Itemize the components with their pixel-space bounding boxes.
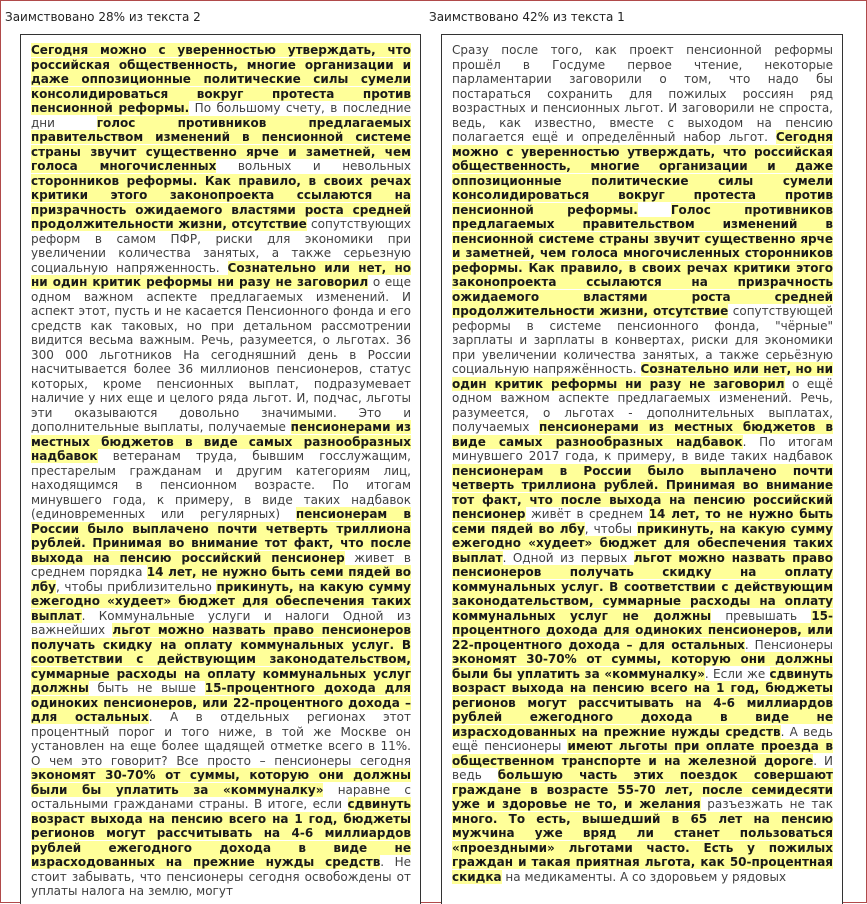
plain-fragment bbox=[638, 203, 671, 217]
highlighted-fragment: много. То есть, вышедший в 65 лет на пенсию мужчина уже вряд ли станет пользоваться «проездными» льготами часто. Есть у пожилых граждан и такая приятная льгота, как 50-процентная скидка bbox=[452, 811, 833, 884]
highlighted-fragment: пенсионерам в России было выплачено почти четверть триллиона рублей. Принимая во внимание тот факт, что после выхода на пенсию российский пенсионер bbox=[31, 507, 411, 565]
highlighted-fragment: большую часть этих поездок совершают граждане в возрасте 55-70 лет, после семидесяти уже и здоровье не то, и желания bbox=[452, 768, 834, 811]
plain-fragment: на медикаменты. А со здоровьем у рядовых bbox=[501, 869, 787, 884]
highlighted-fragment: экономят 30-70% от суммы, которую они должны были бы уплатить за «коммуналку» bbox=[31, 768, 411, 797]
highlighted-fragment: 14 лет, не нужно быть семи пядей во лбу bbox=[31, 565, 412, 594]
highlighted-fragment: прикинуть, на какую сумму ежегодно «худеет» бюджет для обеспечения таких выплат bbox=[31, 579, 411, 623]
left-column-header: Заимствовано 28% из текста 2 bbox=[5, 10, 201, 24]
plain-fragment: наравне с остальными гражданами страны. В итоге, если bbox=[31, 782, 411, 811]
plain-fragment: . Пенсионеры bbox=[744, 637, 833, 652]
highlighted-fragment: прикинуть, на какую сумму ежегодно «худеет» бюджет для обеспечения таких выплат bbox=[452, 521, 833, 565]
right-text-panel[interactable] bbox=[441, 34, 843, 904]
plain-fragment: Сразу после того, как проект пенсионной реформы прошёл в Госдуме первое чтение, некоторые парламентарии заговорили о том, что надо бы постараться сохранить для пожилых россиян ряд возрастных и пенсионных льгот. И заговорили не спроста, ведь, как известно, вместе с выходом на пенсию полагается ещё и определённый набор льгот. bbox=[452, 43, 833, 144]
highlighted-fragment: Сознательно или нет, но ни один критик реформы ни разу не заговорил bbox=[452, 362, 834, 391]
highlighted-fragment: сдвинуть возраст выхода на пенсию всего на 1 год, бюджеты регионов могут рассчитывать на 4-6 миллиардов рублей ежегодного дохода в виде не израсходованных на прежние нужды средств bbox=[452, 666, 833, 739]
plain-fragment: . А в отдельных регионах этот процентный порог и того ниже, в той же Москве он установлен на еще более щадящей отметке всего в 11%. О чем это говорит? Все просто – пенсионеры сегодня bbox=[31, 710, 411, 768]
plain-fragment: живёт в среднем bbox=[525, 507, 649, 521]
highlighted-fragment: Сознательно или нет, но ни один критик реформы ни разу не заговорил bbox=[31, 260, 411, 289]
left-text-body bbox=[21, 35, 420, 899]
plain-fragment: . Если же bbox=[704, 666, 770, 681]
plain-fragment: о ещё одном важном аспекте предлагаемых изменений. Речь, разумеется, о льготах - дополнительных выплатах, получаемых bbox=[452, 376, 833, 434]
right-column-header: Заимствовано 42% из текста 1 bbox=[429, 10, 625, 24]
highlighted-fragment: пенсионерами из местных бюджетов в виде самых разнообразных надбавок bbox=[31, 420, 411, 463]
highlighted-fragment: пенсионерами из местных бюджетов в виде самых разнообразных надбавок bbox=[452, 420, 833, 449]
highlighted-fragment: пенсионерам в России было выплачено почти четверть триллиона рублей. Принимая во внимание тот факт, что после выхода на пенсию российский пенсионер bbox=[452, 463, 833, 521]
plain-fragment: . По итогам минувшего 2017 года, к примеру, в виде таких надбавок bbox=[452, 434, 833, 463]
highlighted-fragment: голос противников предлагаемых правительством изменений в пенсионной системе страны звучит существенно ярче и заметней, чем голоса многочисленных bbox=[31, 115, 411, 173]
plain-fragment: превышать bbox=[711, 608, 812, 623]
highlighted-fragment: экономят 30-70% от суммы, которую они должны были бы уплатить за «коммуналку» bbox=[452, 652, 833, 681]
highlighted-fragment: льгот можно назвать право пенсионеров получать скидку на оплату коммунальных услуг. В соответствии с действующим законодательством, суммарные расходы на оплату коммунальных услуг должны bbox=[31, 623, 411, 695]
plain-fragment: . И ведь bbox=[452, 753, 834, 782]
highlighted-fragment: имеют льготы при оплате проезда в общественном транспорте и на железной дороге bbox=[452, 739, 833, 768]
left-text-panel[interactable] bbox=[20, 34, 421, 904]
highlighted-fragment: 15-процентного дохода для одиноких пенсионеров, или 22-процентного дохода – для остальных bbox=[31, 681, 411, 724]
highlighted-fragment: 15-процентного дохода для одиноких пенсионеров, или 22-процентного дохода – для остальных bbox=[452, 608, 833, 652]
plain-fragment: , чтобы bbox=[584, 521, 638, 536]
plain-fragment: ветеранам труда, бывшим госслужащим, престарелым гражданам и другим категориям лиц, находящимся в пенсионном возрасте. По итогам минувшего года, к примеру, в виде таких надбавок (единовременных или регулярных) bbox=[31, 449, 411, 521]
plain-fragment: . А ведь ещё пенсионеры bbox=[452, 724, 833, 753]
plain-fragment: о еще одном важном аспекте предлагаемых изменений. И аспект этот, пусть и не касается Пенсионного фонда и его средств как таковых, но при детальном рассмотрении видится весьма важным. Речь, разумеется, о льготах. 36 300 000 льготников На сегодняшний день в России насчитывается более 36 миллионов пенсионеров, статус которых, кроме пенсионных выплат, подразумевает наличие у них еще и целого ряда льгот. И, подчас, льготы эти оказываются довольно значимыми. Это и дополнительные выплаты, получаемые bbox=[31, 275, 411, 434]
plain-fragment: . Коммунальные услуги и налоги Одной из важнейших bbox=[31, 608, 411, 637]
right-text-body bbox=[442, 35, 842, 884]
highlighted-fragment: Сегодня можно с уверенностью утверждать, что российская общественность, многие организации и даже оппозиционные политические силы сумели консолидироваться вокруг протеста против пенсионной реформы. bbox=[31, 43, 411, 115]
plain-fragment: сопутствующей реформы в системе пенсионного фонда, "чёрные" зарплаты и зарплаты в конвертах, риски для экономики при увеличении количества занятых, а также серьёзную социальную напряжённость. bbox=[452, 304, 833, 376]
highlighted-fragment: Голос противников предлагаемых правительством изменений в пенсионной системе страны звучит существенно ярче и заметней, чем голоса многочисленных сторонников реформы. Как правило, в своих речах критики этого законопроекта ссылаются на призрачность ожидаемого властями роста средней продолжительности жизни, отсутствие bbox=[452, 202, 833, 318]
plain-fragment: . Не стоит забывать, что пенсионеры сегодня освобождены от уплаты налога на землю, могут bbox=[31, 855, 411, 898]
highlighted-fragment: 14 лет, то не нужно быть семи пядей во лбу bbox=[452, 507, 833, 536]
highlighted-fragment: льгот можно назвать право пенсионеров получать скидку на оплату коммунальных услуг. В соответствии с действующим законодательством, суммарные расходы на оплату коммунальных услуг не должны bbox=[452, 550, 833, 623]
plain-fragment: . Одной из первых bbox=[502, 550, 634, 565]
plain-fragment: вольных и невольных bbox=[216, 159, 411, 173]
plain-fragment: По большому счету, в последние дни bbox=[31, 101, 411, 130]
plain-fragment: живет в среднем порядка bbox=[31, 550, 411, 579]
highlighted-fragment: сторонников реформы. Как правило, в своих речах критики этого законопроекта ссылаются на призрачность ожидаемого властями роста средней продолжительности жизни, отсутствие bbox=[31, 173, 411, 231]
highlighted-fragment: Сегодня можно с уверенностью утверждать, что российская общественность, многие организации и даже оппозиционные политические силы сумели консолидироваться вокруг протеста против пенсионной реформы. bbox=[452, 130, 833, 217]
highlighted-fragment: сдвинуть возраст выхода на пенсию всего на 1 год, бюджеты регионов могут рассчитывать на 4-6 миллиардов рублей ежегодного дохода в виде не израсходованных на прежние нужды средств bbox=[31, 797, 411, 869]
plain-fragment: быть не выше bbox=[88, 681, 205, 695]
plain-fragment: , чтобы приблизительно bbox=[56, 579, 217, 594]
plain-fragment: сопутствующих реформ в самом ПФР, риски для экономики при увеличении количества занятых, а также серьезную социальную напряженность. bbox=[31, 217, 411, 275]
plain-fragment: разъезжать не так bbox=[700, 797, 834, 811]
